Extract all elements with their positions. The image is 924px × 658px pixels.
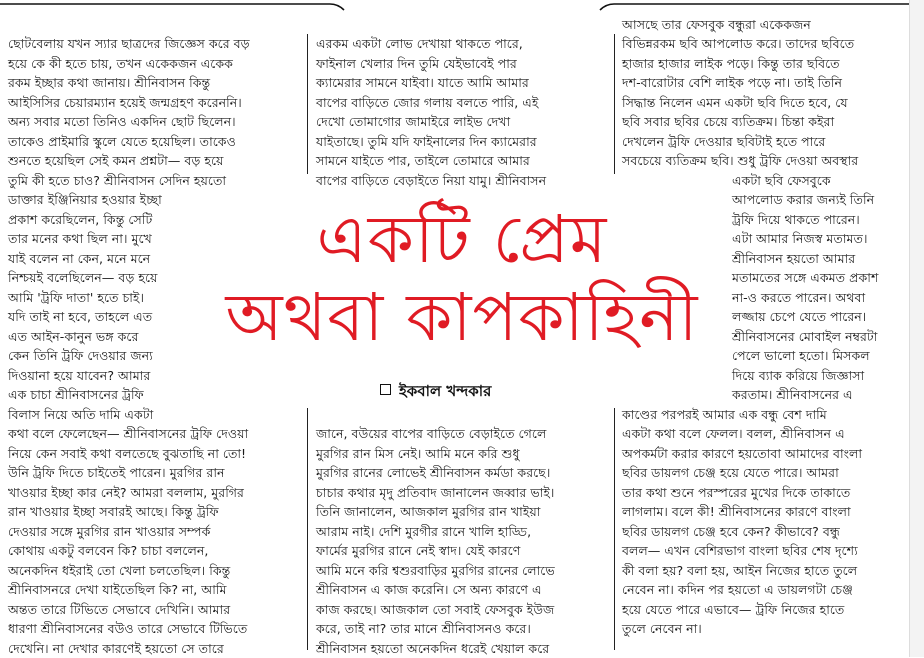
text-line: ডাক্তার ইঞ্জিনিয়ার হওয়ার ইচ্ছা: [8, 190, 162, 210]
text-line: রান খাওয়ার ইচ্ছা সবারই আছে। কিন্তু ট্রফি: [8, 502, 219, 522]
text-line: ফাইনাল খেলার দিন তুমি যেইভাবেই পার: [316, 54, 517, 74]
text-line: ক্যামেরার সামনে যাইবা। যাতে আমি আমার: [316, 73, 529, 93]
column-divider-left: [307, 34, 308, 174]
text-line: এক চাচা শ্রীনিবাসনের ট্রফি: [8, 385, 144, 405]
text-line: আরাম নাই। দেশি মুরগীর রানে খালি হাড্ডি,: [316, 522, 531, 542]
text-line: কেন তিনি ট্রফি দেওয়ার জন্য: [8, 346, 153, 366]
column-divider-right: [614, 34, 615, 174]
text-line: তাকেও প্রাইমারি স্কুলে যেতে হয়েছিল। তাকেও: [8, 132, 236, 152]
text-line: কী বলা হয়? বলা হয়, আইন নিজের হাতে তুলে: [622, 561, 857, 581]
text-line: বাপের বাড়িতে বেড়াইতে নিয়া যামু। শ্রীনিবাসন: [316, 171, 546, 191]
text-line: শ্রীনিবাসন এ কাজ করেনি। সে অন্য কারণে এ: [316, 580, 542, 600]
text-line: দেখো তোমাগোর জামাইরে লাইভ দেখা: [316, 112, 510, 132]
top-ornament-line: [0, 0, 924, 12]
text-line: তুলে নেবেন না।: [622, 619, 702, 639]
text-line: ফার্মের মুরগির রানে নেই স্বাদ। যেই কারণে: [316, 541, 520, 561]
text-line: তিনি জানালেন, আজকাল মুরগির রান খাইয়া: [316, 502, 540, 522]
text-line: শ্রীনিবাসনরে দেখা যাইতেছিল কি? না, আমি: [8, 580, 227, 600]
text-line: বাপের বাড়িতে জোর গলায় বলতে পারি, এই: [316, 93, 538, 113]
text-line: সিদ্ধান্ত নিলেন এমন একটা ছবি দিতে হবে, যে: [622, 93, 848, 113]
byline-author: ইকবাল খন্দকার: [399, 382, 491, 400]
text-line: পেলে ভালো হতো। মিসকল: [732, 346, 870, 366]
text-line: শ্রীনিবাসন হয়তো অনেকদিন ধরেই খেয়াল করে: [316, 639, 549, 658]
text-line: আসছে তার ফেসবুক বন্ধুরা একেকজন: [622, 15, 811, 35]
text-line: লজ্জায় চেপে যেতে পারেন।: [732, 307, 866, 327]
headline-line-1: একটি প্রেম: [0, 204, 924, 276]
text-line: ছবি সবার ছবির চেয়ে ব্যতিক্রম। চিন্তা কইরা: [622, 112, 834, 132]
text-line: নেবেন না। কদিন পর হয়তো এ ডায়লগটা চেঞ্জ: [622, 580, 853, 600]
text-line: নিয়ে কেন সবাই কথা বলতেছে বুঝতাছি না তো!: [8, 444, 246, 464]
text-line: হাজার হাজার লাইক পড়ে। কিন্তু তার ছবিতে: [622, 54, 840, 74]
text-line: আইসিসির চেয়ারম্যান হয়েই জন্মগ্রহণ করেননি।: [8, 93, 242, 113]
text-line: দেখেনি। না দেখার কারণেই হয়তো সে তারে: [8, 639, 224, 658]
text-line: অন্য সবার মতো তিনিও একদিন ছোট ছিলেন।: [8, 112, 236, 132]
text-line: ছবির ডায়লগ চেঞ্জ হবে কেন? কীভাবে? বন্ধু: [622, 522, 840, 542]
text-line: তার কথা শুনে পরস্পরের মুখের দিকে তাকাতে: [622, 483, 850, 503]
text-line: করতাম। শ্রীনিবাসনের এ: [732, 385, 853, 405]
text-line: তার মনের কথা ছিল না। মুখে: [8, 229, 152, 249]
text-line: শ্রীনিবাসন হয়তো আমার: [732, 249, 855, 269]
headline-line-2: অথবা কাপকাহিনী: [0, 282, 924, 354]
text-line: মতামতের সঙ্গে একমত প্রকাশ: [732, 268, 878, 288]
text-line: আপলোড করার জন্যই তিনি: [732, 190, 874, 210]
text-line: আমি 'ট্রফি দাতা' হতে চাই।: [8, 288, 144, 308]
text-line: বিলাস নিয়ে অতি দামি একটা: [8, 405, 153, 425]
text-line: দশ-বারোটার বেশি লাইক পড়ে না। তাই তিনি: [622, 73, 842, 93]
text-line: দেখলেন ট্রফি দেওয়ার ছবিটাই হতে পারে: [622, 132, 825, 152]
text-line: খাওয়ার ইচ্ছা কার নেই? আমরা বললাম, মুরগির: [8, 483, 244, 503]
text-line: কথা বলে ফেলেছেন— শ্রীনিবাসনের ট্রফি দেওয়া: [8, 424, 248, 444]
text-line: কাজ করছে। আজকাল তো সবাই ফেসবুক ইউজ: [316, 600, 554, 620]
text-line: দিওয়ানা হয়ে যাবেন? আমার: [8, 366, 150, 386]
text-line: তুমি কী হতে চাও? শ্রীনিবাসন সেদিন হয়তো: [8, 171, 226, 191]
text-line: জানে, বউয়ের বাপের বাড়িতে বেড়াইতে গেলে: [316, 424, 546, 444]
text-line: দিয়ে ব্যাক করিয়ে জিজ্ঞাসা: [732, 366, 864, 386]
text-line: একটা ছবি ফেসবুকে: [732, 171, 831, 191]
bullet-square-icon: [380, 384, 391, 395]
text-line: কোথায় একটু বলবেন কি? চাচা বললেন,: [8, 541, 208, 561]
text-line: ছবির ডায়লগ চেঞ্জ হয়ে যেতে পারে। আমরা: [622, 463, 839, 483]
text-line: সামনে যাইতে পার, তাইলে তোমারে আমার: [316, 151, 530, 171]
text-line: হয়ে কে কী হতে চায়, তখন একেকজন একেক: [8, 54, 233, 74]
text-line: সবচেয়ে ব্যতিক্রম ছবি। শুধু ট্রফি দেওয়া অবস্থার: [622, 151, 858, 171]
text-line: মুরগির রান মিস নেই। আমি মনে করি শুধু: [316, 444, 520, 464]
text-line: উনি ট্রফি দিতে চাইতেই পারেন। মুরগির রান: [8, 463, 225, 483]
text-line: যাইতাছে। তুমি যদি ফাইনালের দিন ক্যামেরার: [316, 132, 537, 152]
text-line: কাণ্ডের পরপরই আমার এক বন্ধু বেশ দামি: [622, 405, 827, 425]
column-divider-left-lower: [307, 408, 308, 650]
text-line: অনেকদিন ধইরাই তো খেলা চলতেছিল। কিন্তু: [8, 561, 230, 581]
text-line: ছোটবেলায় যখন স্যার ছাত্রদের জিজ্ঞেস করে বড়: [8, 34, 250, 54]
text-line: যদি তাই না হবে, তাহলে এত: [8, 307, 152, 327]
text-line: ধারণা শ্রীনিবাসনের বউও তারে সেভাবে টিভিতে: [8, 619, 247, 639]
text-line: মুরগির রানের লোভেই শ্রীনিবাসন কর্মডা করছে।: [316, 463, 550, 483]
text-line: এত আইন-কানুন ভঙ্গ করে: [8, 327, 138, 347]
text-line: ট্রফি দিয়ে থাকতে পারেন।: [732, 210, 860, 230]
byline: [380, 380, 491, 405]
text-line: এরকম একটা লোভ দেখায়া থাকতে পারে,: [316, 34, 523, 54]
text-line: এটা আমার নিজস্ব মতামত।: [732, 229, 867, 249]
text-line: রকম ইচ্ছার কথা জানায়। শ্রীনিবাসন কিন্তু: [8, 73, 210, 93]
text-line: বলল— এখন বেশিরভাগ বাংলা ছবির শেষ দৃশ্যে: [622, 541, 858, 561]
text-line: করে, তাই না? তার মানে শ্রীনিবাসনও করে।: [316, 619, 531, 639]
text-line: দেওয়ার সঙ্গে মুরগির রান খাওয়ার সম্পর্ক: [8, 522, 210, 542]
text-line: লাগলাম। বলে কী! শ্রীনিবাসনের কারণে বাংলা: [622, 502, 851, 522]
text-line: শুনতে হয়েছিল সেই কমন প্রশ্নটা— বড় হয়ে: [8, 151, 223, 171]
text-line: একটা কথা বলে ফেলল। বলল, শ্রীনিবাসন এ: [622, 424, 845, 444]
text-line: শ্রীনিবাসনের মোবাইল নম্বরটা: [732, 327, 877, 347]
text-line: হয়ে যেতে পারে এভাবে— ট্রফি নিজের হাতে: [622, 600, 844, 620]
text-line: না-ও করতে পারেন। অথবা: [732, 288, 865, 308]
text-line: অন্তত তারে টিভিতে সেভাবে দেখিনি। আমার: [8, 600, 230, 620]
text-line: প্রকাশ করেছিলেন, কিন্তু সেটি: [8, 210, 152, 230]
text-line: অপকর্মটা করার কারণে হয়তোবা আমাদের বাংলা: [622, 444, 862, 464]
text-line: চাচার কথার মৃদু প্রতিবাদ জানালেন জব্বার ভাই।: [316, 483, 554, 503]
text-line: আমি মনে করি শ্বশুরবাড়ির মুরগির রানের লোভে: [316, 561, 555, 581]
text-line: বিভিন্নরকম ছবি আপলোড করে। তাদের ছবিতে: [622, 34, 854, 54]
text-line: যাই বলেন না কেন, মনে মনে: [8, 249, 150, 269]
column-divider-right-lower: [614, 408, 615, 650]
text-line: নিশ্চয়ই বলেছিলেন— বড় হয়ে: [8, 268, 157, 288]
